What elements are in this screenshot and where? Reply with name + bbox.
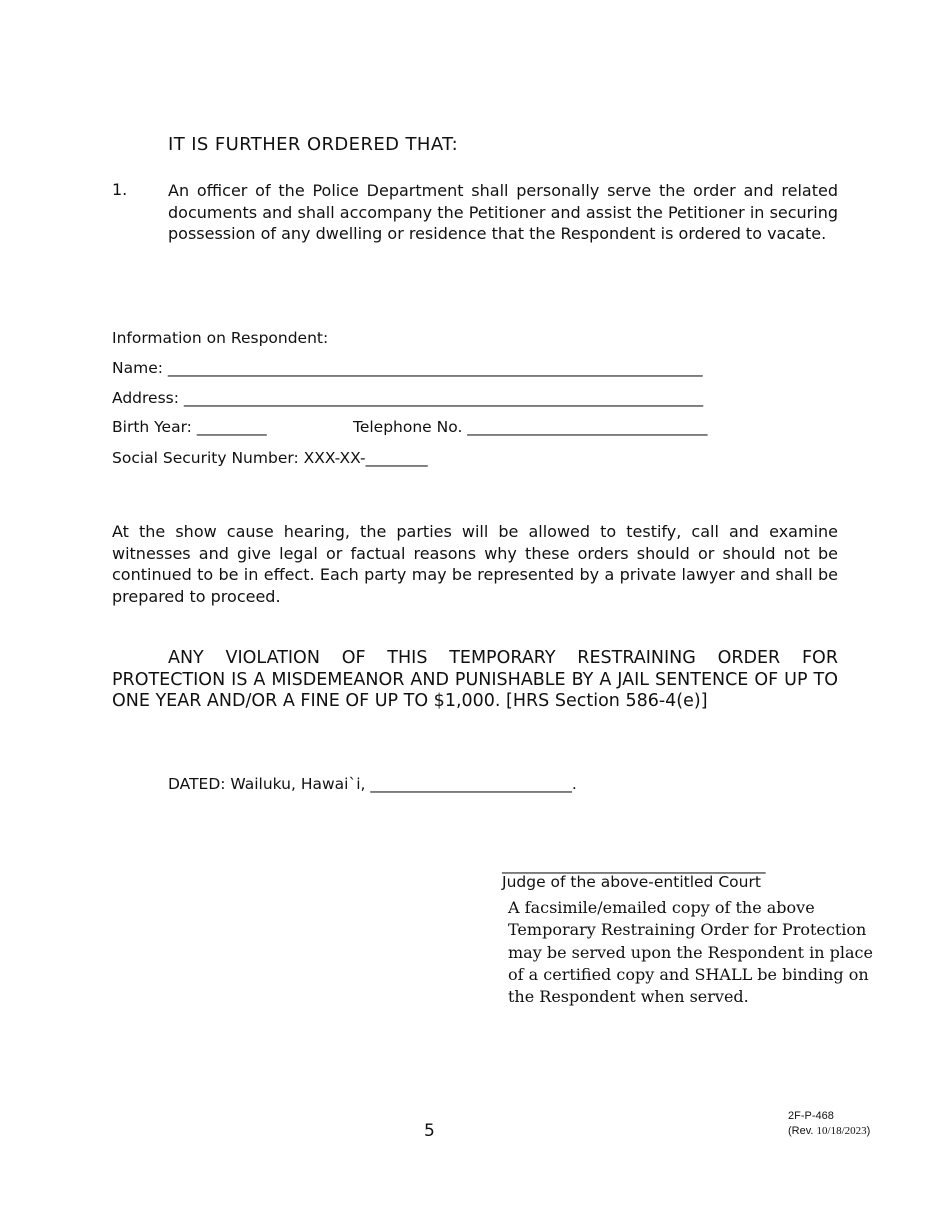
form-number: 2F-P-468 bbox=[788, 1110, 834, 1122]
respondent-telephone-field: Telephone No. _______________________________ bbox=[353, 418, 708, 436]
judge-signature-label: Judge of the above-entitled Court bbox=[502, 873, 761, 891]
respondent-birth-year-field: Birth Year: _________ bbox=[112, 418, 267, 436]
respondent-address-field: Address: ___________________________________________________________________ bbox=[112, 389, 704, 407]
hearing-paragraph: At the show cause hearing, the parties will be allowed to testify, call and examine witnesses and give legal or factual reasons why these orders should or should not be continued to be in effect. Each party may be represented by a private lawyer and shall be prepared to proceed. bbox=[112, 522, 838, 606]
order-item-text: An officer of the Police Department shall personally serve the order and related documents and shall accompany the Petitioner and assist the Petitioner in securing possession of any dwelling or residence that the Respondent is ordered to vacate. bbox=[168, 181, 838, 243]
violation-warning bbox=[112, 648, 838, 713]
form-identifier bbox=[788, 1109, 870, 1138]
respondent-ssn-field: Social Security Number: XXX-XX-________ bbox=[112, 449, 428, 467]
facsimile-note: A facsimile/emailed copy of the above Temporary Restraining Order for Protection may be served upon the Respondent in place of a certified copy and SHALL be binding on the Respondent when served. bbox=[508, 898, 873, 1007]
judge-signature-line: __________________________________ bbox=[502, 856, 766, 874]
page-number: 5 bbox=[424, 1121, 435, 1141]
order-heading: IT IS FURTHER ORDERED THAT: bbox=[168, 134, 459, 155]
order-item-number: 1. bbox=[112, 180, 128, 199]
dated-line: DATED: Wailuku, Hawai`i, __________________________. bbox=[168, 775, 577, 793]
respondent-info-header: Information on Respondent: bbox=[112, 329, 329, 347]
respondent-name-field: Name: _____________________________________________________________________ bbox=[112, 359, 703, 377]
violation-warning-text: ANY VIOLATION OF THIS TEMPORARY RESTRAINING ORDER FOR PROTECTION IS A MISDEMEANOR AND PUNISHABLE BY A JAIL SENTENCE OF UP TO ONE YEAR AND/OR A FINE OF UP TO $1,000. [HRS Section 586-4(e)] bbox=[112, 648, 838, 711]
form-revision: (Rev. 10/18/2023) bbox=[788, 1124, 871, 1137]
